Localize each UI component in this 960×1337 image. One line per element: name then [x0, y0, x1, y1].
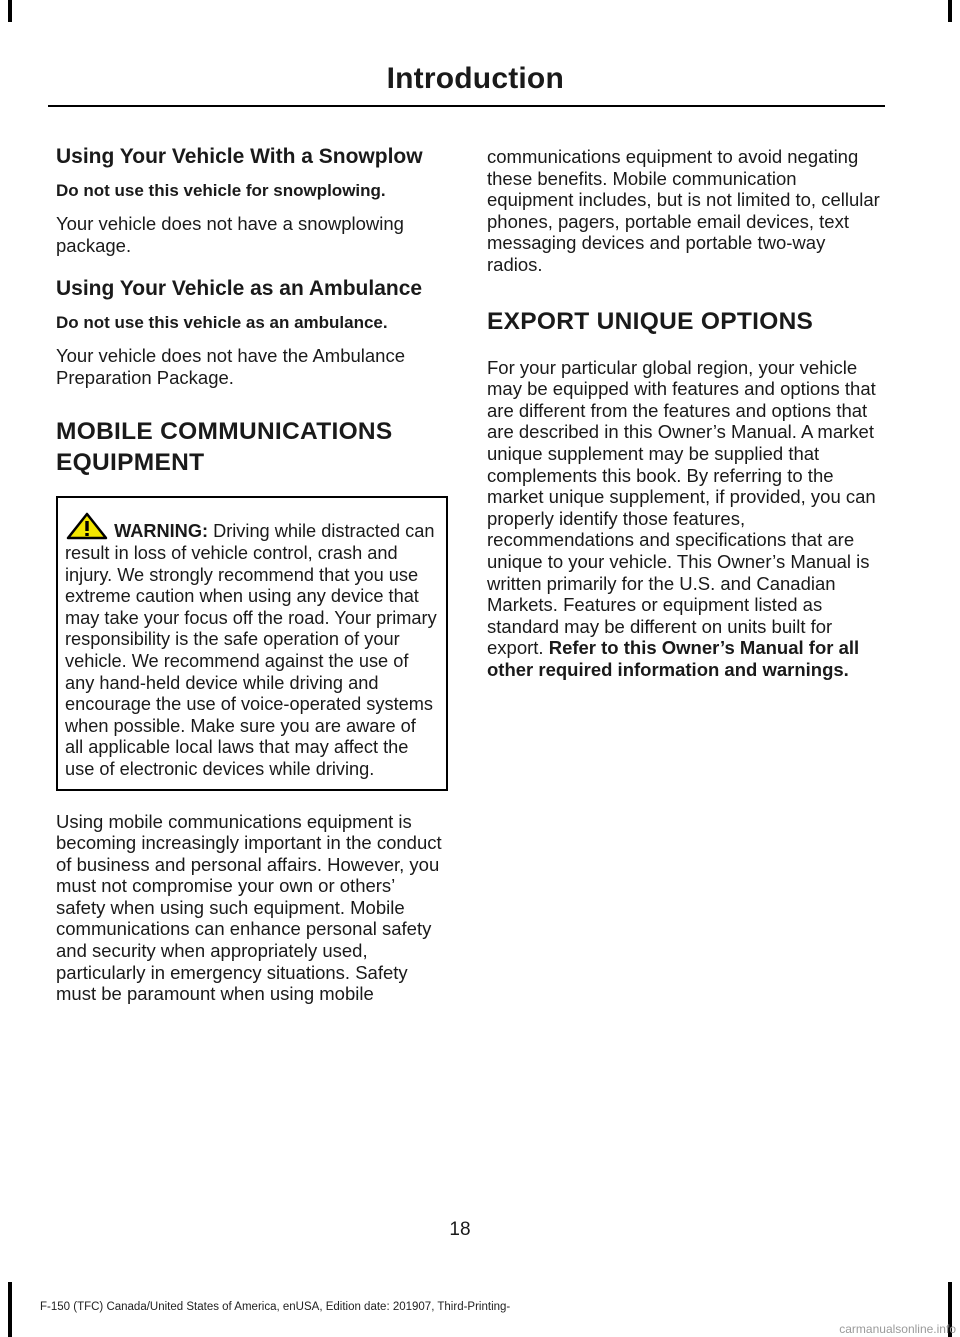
export-body	[487, 357, 881, 681]
ambulance-heading: Using Your Vehicle as an Ambulance	[56, 277, 423, 301]
export-body-strong: Refer to this Owner’s Manual for all other required information and warnings.	[487, 637, 860, 680]
warning-paragraph	[65, 512, 439, 780]
warning-text: Driving while distracted can result in loss of vehicle control, crash and injury. We strongly recommend that you use extreme caution when using any device that may take your focus off the road. Your primary responsibility is the safe operation of your vehicle. We recommend against the use of any hand-held device while driving and encourage the use of voice-operated systems when possible. Make sure you are aware of all applicable local laws that may affect the use of electronic devices while driving.	[65, 521, 437, 779]
ambulance-instruction: Do not use this vehicle as an ambulance.	[56, 313, 388, 333]
mobile-body-continued: communications equipment to avoid negating these benefits. Mobile communication equipment includes, but is not limited to, cellular phones, pagers, portable email devices, text messaging devices and portable two-way radios.	[487, 146, 880, 275]
right-column	[487, 146, 881, 680]
snowplow-instruction: Do not use this vehicle for snowplowing.	[56, 181, 386, 200]
mobile-body: Using mobile communications equipment is becoming increasingly important in the conduct of business and personal affairs. However, you must not compromise your own or others’ safety when using such equipment. Mobile communications can enhance personal safety and security when appropriately used, particularly in emergency situations. Safety must be paramount when using mobile	[56, 810, 442, 1005]
footer-crop-mark-left	[8, 1282, 12, 1337]
ambulance-body: Your vehicle does not have the Ambulance Preparation Package.	[56, 345, 406, 388]
warning-box	[56, 496, 448, 790]
warning-label: WARNING:	[114, 521, 214, 542]
export-body-text: For your particular global region, your vehicle may be equipped with features and options that are different from the features and options that are described in this Owner’s Manual. A market unique supplement may be supplied that complements this book. By referring to the market unique supplement, if provided, you can properly identify those features, recommendations and specifications that are unique to your vehicle. This Owner’s Manual is written primarily for the U.S. and Canadian Markets. Features or equipment listed as standard may be different on units built for export.	[487, 356, 876, 659]
watermark: carmanualsonline.info	[839, 1322, 956, 1336]
snowplow-body: Your vehicle does not have a snowplowing package.	[56, 213, 404, 256]
warning-triangle-icon	[65, 512, 109, 540]
edition-footer: F-150 (TFC) Canada/United States of America, enUSA, Edition date: 201907, Third-Printing-	[40, 1301, 511, 1313]
header-rule	[48, 105, 885, 107]
left-column	[56, 146, 448, 1005]
page-title: Introduction	[386, 62, 564, 95]
mobile-heading-line1: MOBILE COMMUNICATIONS	[56, 418, 393, 446]
export-heading: EXPORT UNIQUE OPTIONS	[487, 307, 814, 335]
mobile-heading-line2: EQUIPMENT	[56, 449, 205, 477]
snowplow-heading: Using Your Vehicle With a Snowplow	[56, 145, 423, 168]
page-number: 18	[449, 1219, 471, 1240]
crop-mark-top-right	[948, 0, 952, 22]
crop-mark-top-left	[8, 0, 12, 22]
